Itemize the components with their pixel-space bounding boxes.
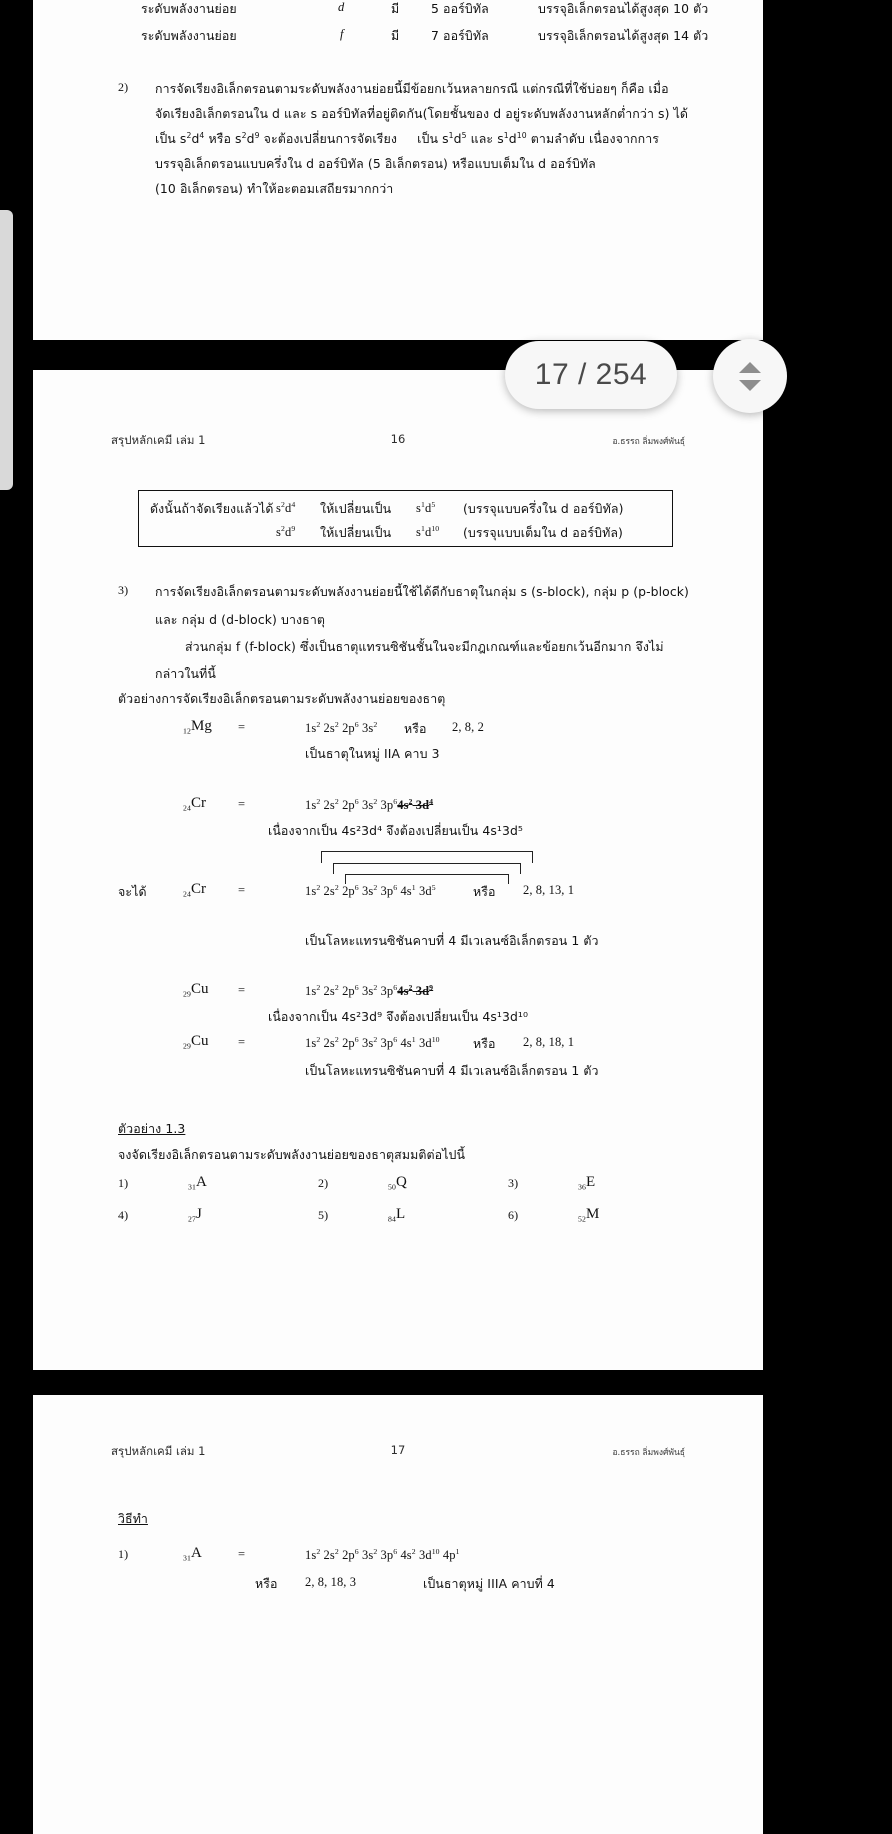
- cr-right-or: หรือ: [473, 884, 496, 899]
- cr-right-prefix: จะได้: [118, 884, 147, 899]
- cr-right-equals: =: [238, 883, 246, 897]
- cu-right-equals: =: [238, 1035, 246, 1049]
- item2-line-4: บรรจุอิเล็กตรอนแบบครึ่งใน d ออร์บิทัล (5 อิเล็กตรอน) หรือแบบเต็มใน d ออร์บิทัล: [155, 156, 596, 171]
- book-title-p17: สรุปหลักเคมี เล่ม 1: [111, 1444, 206, 1458]
- exercise-item-1-no: 1): [118, 1176, 129, 1190]
- box-row1-note: (บรรจุแบบครึ่งใน d ออร์บิทัล): [463, 501, 624, 516]
- sublevel-f-symbol: f: [340, 27, 344, 41]
- mg-element: [183, 718, 212, 736]
- printed-page-number: 16: [390, 432, 406, 446]
- cr-right-atomic-number: 24: [183, 889, 191, 899]
- cu-wrong-reason: เนื่องจากเป็น 4s²3d⁹ จึงต้องเปลี่ยนเป็น 4s¹3d¹⁰: [268, 1009, 529, 1024]
- exercise-item-4: [188, 1206, 202, 1224]
- item2-line-3: เป็น $s^2d^4$ หรือ $s^2d^9$ จะต้องเปลี่ยนการจัดเรียง เป็น $s^1d^5$ และ $s^1d^{10}$ ตามลำดับ เนื่องจากการ: [155, 130, 660, 146]
- item2-line-5: (10 อิเล็กตรอน) ทำให้อะตอมเสถียรมากกว่า: [155, 181, 394, 196]
- sublevel-f-orbitals: 7 ออร์บิทัล: [431, 28, 489, 43]
- item3-line-4: กล่าวในที่นี้: [155, 666, 216, 681]
- sublevel-d-has: มี: [391, 1, 400, 16]
- document-page-15: [33, 0, 763, 340]
- cu-right-element: [183, 1033, 209, 1051]
- exercise-item-5: [388, 1206, 405, 1224]
- item3-line-1: การจัดเรียงอิเล็กตรอนตามระดับพลังงานย่อยนี้ใช้ได้ดีกับธาตุในกลุ่ม s (s-block), กลุ่ม p (p-block): [155, 584, 689, 599]
- exercise-item-3-sym: E: [585, 1174, 596, 1190]
- box-row2-to: $s^1d^{10}$: [416, 524, 440, 540]
- cu-right-note: เป็นโลหะแทรนซิชันคาบที่ 4 มีเวเลนซ์อิเล็กตรอน 1 ตัว: [305, 1063, 599, 1078]
- exercise-item-3: [578, 1174, 595, 1192]
- cu-right-config: $1s^2$ $2s^2$ $2p^6$ $3s^2$ $3p^6$ $4s^1$ $3d^{10}$: [305, 1035, 440, 1051]
- item3-line-3: ส่วนกลุ่ม f (f-block) ซึ่งเป็นธาตุแทรนซิชันชั้นในจะมีกฎเกณฑ์และข้อยกเว้นอีกมาก จึงไม่: [185, 639, 664, 654]
- cu-wrong-atomic-number: 29: [183, 989, 191, 999]
- book-title: สรุปหลักเคมี เล่ม 1: [111, 433, 206, 447]
- exercise-item-4-z: 27: [188, 1214, 196, 1224]
- author-name-p17: อ.ธรรถ ลิ่มพงศ์พันธุ์: [612, 1448, 685, 1458]
- box-row1-mid: ให้เปลี่ยนเป็น: [320, 501, 392, 516]
- item2-line-3-tail: ตามลำดับ เนื่องจากการ: [530, 131, 660, 146]
- cr-right-symbol: Cr: [190, 881, 207, 897]
- exercise-item-4-sym: J: [195, 1206, 202, 1222]
- left-edge-scroll-handle[interactable]: [0, 210, 13, 490]
- page-16-running-head: [111, 432, 685, 450]
- exercise-item-2-no: 2): [318, 1176, 329, 1190]
- mg-shells: 2, 8, 2: [452, 720, 484, 734]
- box-row2-from: $s^2d^9$: [276, 524, 296, 540]
- exercise-item-4-no: 4): [118, 1208, 129, 1222]
- exercise-item-2-sym: Q: [395, 1174, 407, 1190]
- cr-wrong-reason: เนื่องจากเป็น 4s²3d⁴ จึงต้องเปลี่ยนเป็น 4s¹3d⁵: [268, 823, 523, 838]
- solution-item-1-shells: 2, 8, 18, 3: [305, 1575, 357, 1589]
- cr-right-shells: 2, 8, 13, 1: [523, 883, 575, 897]
- cr-wrong-element: [183, 795, 206, 813]
- triangle-down-icon[interactable]: [739, 380, 761, 391]
- box-row1-from: $s^2d^4$: [276, 500, 296, 516]
- solution-item-1-equals: =: [238, 1547, 246, 1561]
- sublevel-f-max-electrons: บรรจุอิเล็กตรอนได้สูงสุด 14 ตัว: [538, 28, 709, 43]
- exercise-item-1-sym: A: [195, 1174, 207, 1190]
- solution-item-1-element: [183, 1545, 202, 1563]
- box-row1-label: ดังนั้นถ้าจัดเรียงแล้วได้: [150, 501, 274, 516]
- page-17-running-head: [111, 1443, 685, 1461]
- cu-wrong-equals: =: [238, 983, 246, 997]
- cu-right-shells: 2, 8, 18, 1: [523, 1035, 575, 1049]
- cu-wrong-strike: $4s^2$ $3d^9$: [397, 983, 434, 999]
- exercise-item-1: [188, 1174, 207, 1192]
- cr-wrong-atomic-number: 24: [183, 803, 191, 813]
- exercise-item-6-z: 52: [578, 1214, 586, 1224]
- solution-item-1-config: $1s^2$ $2s^2$ $2p^6$ $3s^2$ $3p^6$ $4s^2$ $3d^{10}$ $4p^1$: [305, 1547, 460, 1563]
- list-marker-2: 2): [118, 80, 129, 94]
- cu-wrong-element: [183, 981, 209, 999]
- scroll-stepper-control[interactable]: [713, 339, 787, 413]
- cu-right-symbol: Cu: [190, 1033, 209, 1049]
- item3-line-5: ตัวอย่างการจัดเรียงอิเล็กตรอนตามระดับพลังงานย่อยของธาตุ: [118, 691, 446, 706]
- exercise-item-3-z: 36: [578, 1182, 586, 1192]
- mg-or: หรือ: [404, 721, 427, 736]
- exercise-item-2-z: 50: [388, 1182, 396, 1192]
- solution-item-1-note: เป็นธาตุหมู่ IIIA คาบที่ 4: [423, 1576, 555, 1591]
- exercise-item-3-no: 3): [508, 1176, 519, 1190]
- box-row2-note: (บรรจุแบบเต็มใน d ออร์บิทัล): [463, 525, 623, 540]
- exercise-item-5-z: 84: [388, 1214, 396, 1224]
- sublevel-f-has: มี: [391, 28, 400, 43]
- sublevel-f-label: ระดับพลังงานย่อย: [141, 28, 237, 43]
- sublevel-d-orbitals: 5 ออร์บิทัล: [431, 1, 489, 16]
- author-name: อ.ธรรถ ลิ่มพงศ์พันธุ์: [612, 437, 685, 447]
- cr-wrong-config: $1s^2$ $2s^2$ $2p^6$ $3s^2$ $3p^64s^2$ $3d^4$: [305, 797, 434, 813]
- mg-equals: =: [238, 720, 246, 734]
- list-marker-3: 3): [118, 583, 129, 597]
- cr-wrong-symbol: Cr: [190, 795, 207, 811]
- solution-heading: วิธีทำ: [118, 1511, 148, 1526]
- sublevel-d-max-electrons: บรรจุอิเล็กตรอนได้สูงสุด 10 ตัว: [538, 1, 709, 16]
- exercise-item-6-sym: M: [585, 1206, 600, 1222]
- triangle-up-icon[interactable]: [739, 362, 761, 373]
- exercise-item-5-no: 5): [318, 1208, 329, 1222]
- cu-wrong-symbol: Cu: [190, 981, 209, 997]
- printed-page-number-p17: 17: [390, 1443, 406, 1457]
- page-indicator: 17 / 254: [505, 341, 677, 409]
- exercise-item-1-z: 31: [188, 1182, 196, 1192]
- cu-right-or: หรือ: [473, 1036, 496, 1051]
- mg-config: $1s^2$ $2s^2$ $2p^6$ $3s^2$: [305, 720, 378, 736]
- document-page-17: [33, 1395, 763, 1834]
- mg-atomic-number: 12: [183, 726, 191, 736]
- cr-bracket-mid: [333, 863, 521, 874]
- exercise-item-5-sym: L: [395, 1206, 406, 1222]
- cr-right-config: $1s^2$ $2s^2$ $2p^6$ $3s^2$ $3p^6$ $4s^1$ $3d^5$: [305, 883, 436, 899]
- cr-right-note: เป็นโลหะแทรนซิชันคาบที่ 4 มีเวเลนซ์อิเล็กตรอน 1 ตัว: [305, 933, 599, 948]
- cr-wrong-equals: =: [238, 797, 246, 811]
- item3-line-2: และ กลุ่ม d (d-block) บางธาตุ: [155, 612, 326, 627]
- item2-line-2: จัดเรียงอิเล็กตรอนใน d และ s ออร์บิทัลที่อยู่ติดกัน(โดยชั้นของ d อยู่ระดับพลังงานหลักต่ำกว่า s) ได้: [155, 106, 689, 121]
- item2-line-1: การจัดเรียงอิเล็กตรอนตามระดับพลังงานย่อยนี้มีข้อยกเว้นหลายกรณี แต่กรณีที่ใช้บ่อยๆ ก็คือ เมื่อ: [155, 81, 669, 96]
- cr-wrong-strike: $4s^2$ $3d^4$: [397, 797, 434, 813]
- cu-wrong-config: $1s^2$ $2s^2$ $2p^6$ $3s^2$ $3p^64s^2$ $3d^9$: [305, 983, 434, 999]
- cr-bracket-top: [321, 851, 533, 863]
- box-row2-mid: ให้เปลี่ยนเป็น: [320, 525, 392, 540]
- solution-item-1-or: หรือ: [255, 1576, 278, 1591]
- mg-note: เป็นธาตุในหมู่ IIA คาบ 3: [305, 746, 440, 761]
- exercise-item-6: [578, 1206, 599, 1224]
- exercise-prompt: จงจัดเรียงอิเล็กตรอนตามระดับพลังงานย่อยของธาตุสมมติต่อไปนี้: [118, 1147, 466, 1162]
- exercise-item-6-no: 6): [508, 1208, 519, 1222]
- mg-symbol: Mg: [190, 718, 212, 734]
- cr-right-element: [183, 881, 206, 899]
- sublevel-d-symbol: d: [338, 0, 345, 14]
- solution-item-1-sym: A: [190, 1545, 202, 1561]
- cu-right-atomic-number: 29: [183, 1041, 191, 1051]
- solution-item-1-no: 1): [118, 1547, 129, 1561]
- exercise-item-2: [388, 1174, 407, 1192]
- sublevel-d-label: ระดับพลังงานย่อย: [141, 1, 237, 16]
- exercise-title: ตัวอย่าง 1.3: [118, 1121, 186, 1136]
- box-row1-to: $s^1d^5$: [416, 500, 436, 516]
- solution-item-1-z: 31: [183, 1553, 191, 1563]
- document-page-16: [33, 370, 763, 1370]
